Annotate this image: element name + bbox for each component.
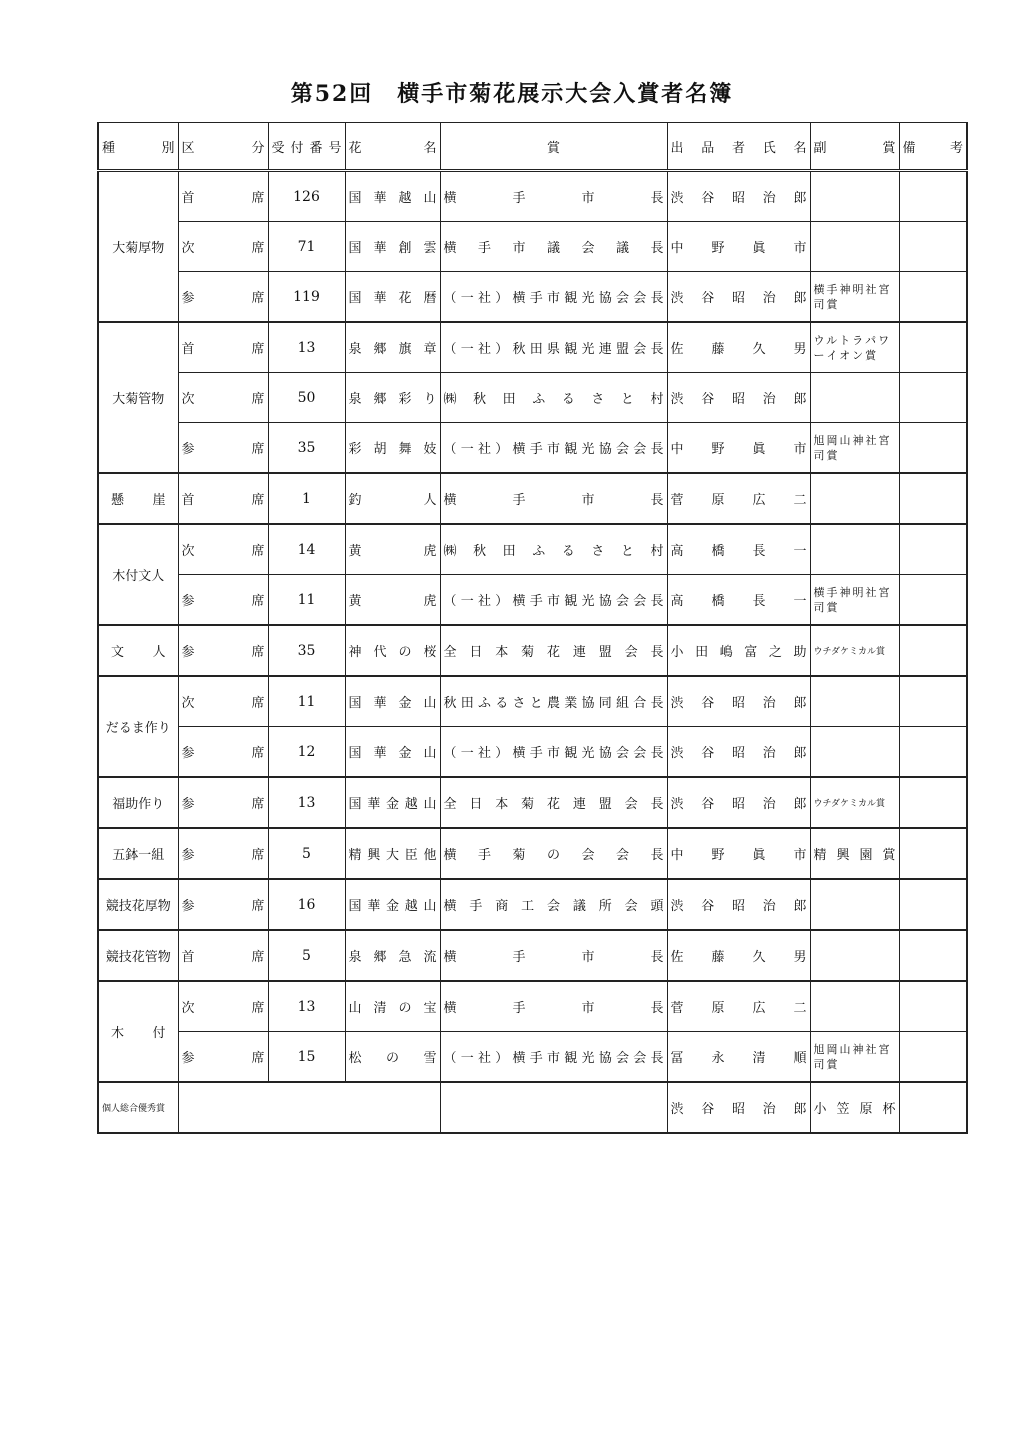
rank-cell: 首席 <box>178 930 268 981</box>
header-exhibitor: 出品者氏名 <box>667 123 810 171</box>
remarks-cell <box>899 828 967 879</box>
flower-name-cell: 彩胡舞妓 <box>345 423 440 474</box>
extra-prize-cell <box>810 473 899 524</box>
award-cell: 秋田ふるさと農業協同組合長 <box>440 676 667 727</box>
remarks-cell <box>899 322 967 373</box>
table-row <box>98 828 967 879</box>
exhibitor-cell: 中野眞市 <box>667 423 810 474</box>
flower-name-cell: 国華花暦 <box>345 272 440 323</box>
rank-cell: 参席 <box>178 1032 268 1083</box>
award-cell: 全日本菊花連盟会長 <box>440 625 667 676</box>
category-cell: 木付文人 <box>98 524 178 625</box>
entry-no-cell: 35 <box>268 423 345 474</box>
exhibitor-cell: 佐藤久男 <box>667 930 810 981</box>
award-cell: ㈱秋田ふるさと村 <box>440 373 667 423</box>
extra-prize-cell: 横手神明社宮司賞 <box>810 272 899 323</box>
entry-no-cell: 11 <box>268 575 345 626</box>
award-winners-table <box>97 122 968 1134</box>
special-award-row <box>98 1082 967 1133</box>
table-row <box>98 322 967 373</box>
award-cell: 横手市議会議長 <box>440 222 667 272</box>
table-row <box>98 222 967 272</box>
header-row <box>98 123 967 171</box>
remarks-cell <box>899 930 967 981</box>
table-row <box>98 727 967 778</box>
award-cell: 全日本菊花連盟会長 <box>440 777 667 828</box>
award-cell: （一社）横手市観光協会会長 <box>440 423 667 474</box>
remarks-cell <box>899 222 967 272</box>
table-row <box>98 171 967 222</box>
extra-prize-cell <box>810 171 899 222</box>
award-cell: （一社）横手市観光協会会長 <box>440 272 667 323</box>
extra-prize-cell <box>810 930 899 981</box>
flower-name-cell: 国華越山 <box>345 171 440 222</box>
entry-no-cell: 50 <box>268 373 345 423</box>
header-remarks: 備 考 <box>899 123 967 171</box>
exhibitor-cell: 菅原広二 <box>667 473 810 524</box>
extra-prize-cell <box>810 373 899 423</box>
flower-name-cell: 泉郷彩り <box>345 373 440 423</box>
rank-cell: 次席 <box>178 524 268 575</box>
category-cell: 懸崖 <box>98 473 178 524</box>
entry-no-cell: 35 <box>268 625 345 676</box>
category-cell: 五鉢一組 <box>98 828 178 879</box>
entry-no-cell: 119 <box>268 272 345 323</box>
rank-cell: 首席 <box>178 171 268 222</box>
award-cell: 横手菊の会会長 <box>440 828 667 879</box>
flower-name-cell: 泉郷急流 <box>345 930 440 981</box>
extra-prize-cell: ウチダケミカル賞 <box>810 777 899 828</box>
table-row <box>98 625 967 676</box>
category-cell: 木付 <box>98 981 178 1082</box>
award-cell: （一社）秋田県観光連盟会長 <box>440 322 667 373</box>
extra-prize-cell: 横手神明社宮司賞 <box>810 575 899 626</box>
entry-no-cell: 11 <box>268 676 345 727</box>
flower-name-cell: 精興大臣他 <box>345 828 440 879</box>
extra-prize-cell: 旭岡山神社宮司賞 <box>810 423 899 474</box>
special-award-prize: 小笠原杯 <box>810 1082 899 1133</box>
flower-name-cell: 国華金山 <box>345 727 440 778</box>
rank-cell: 参席 <box>178 272 268 323</box>
entry-no-cell: 16 <box>268 879 345 930</box>
remarks-cell <box>899 171 967 222</box>
special-award-exhibitor: 渋谷昭治郎 <box>667 1082 810 1133</box>
award-cell: （一社）横手市観光協会会長 <box>440 575 667 626</box>
header-flower: 花 名 <box>345 123 440 171</box>
remarks-cell <box>899 981 967 1032</box>
page-title: 第52回 横手市菊花展示大会入賞者名簿 <box>290 80 734 107</box>
entry-no-cell: 126 <box>268 171 345 222</box>
remarks-cell <box>899 473 967 524</box>
flower-name-cell: 泉郷旗章 <box>345 322 440 373</box>
category-cell: だるま作り <box>98 676 178 777</box>
table-row <box>98 981 967 1032</box>
table-row <box>98 930 967 981</box>
extra-prize-cell <box>810 981 899 1032</box>
extra-prize-cell <box>810 879 899 930</box>
remarks-cell <box>899 373 967 423</box>
rank-cell: 参席 <box>178 625 268 676</box>
table-row <box>98 272 967 323</box>
exhibitor-cell: 渋谷昭治郎 <box>667 272 810 323</box>
entry-no-cell: 5 <box>268 930 345 981</box>
category-cell: 競技花厚物 <box>98 879 178 930</box>
header-award: 賞 <box>440 123 667 171</box>
award-cell: （一社）横手市観光協会会長 <box>440 1032 667 1083</box>
exhibitor-cell: 渋谷昭治郎 <box>667 373 810 423</box>
table-row <box>98 1032 967 1083</box>
extra-prize-cell: ウルトラパワーイオン賞 <box>810 322 899 373</box>
table-row <box>98 777 967 828</box>
category-cell: 大菊管物 <box>98 322 178 473</box>
exhibitor-cell: 菅原広二 <box>667 981 810 1032</box>
flower-name-cell: 松の雪 <box>345 1032 440 1083</box>
exhibitor-cell: 渋谷昭治郎 <box>667 676 810 727</box>
rank-cell: 次席 <box>178 373 268 423</box>
extra-prize-cell <box>810 727 899 778</box>
extra-prize-cell: 精興園賞 <box>810 828 899 879</box>
header-rank: 区 分 <box>178 123 268 171</box>
flower-name-cell: 釣人 <box>345 473 440 524</box>
header-category: 種 別 <box>98 123 178 171</box>
remarks-cell <box>899 423 967 474</box>
award-cell: 横手市長 <box>440 981 667 1032</box>
flower-name-cell: 神代の桜 <box>345 625 440 676</box>
remarks-cell <box>899 272 967 323</box>
flower-name-cell: 国華金越山 <box>345 879 440 930</box>
table-row <box>98 524 967 575</box>
rank-cell: 参席 <box>178 879 268 930</box>
entry-no-cell: 71 <box>268 222 345 272</box>
remarks-cell <box>899 575 967 626</box>
category-cell: 福助作り <box>98 777 178 828</box>
extra-prize-cell: 旭岡山神社宮司賞 <box>810 1032 899 1083</box>
exhibitor-cell: 佐藤久男 <box>667 322 810 373</box>
rank-cell: 参席 <box>178 575 268 626</box>
remarks-cell <box>899 625 967 676</box>
entry-no-cell: 1 <box>268 473 345 524</box>
category-cell: 文人 <box>98 625 178 676</box>
exhibitor-cell: 高橋長一 <box>667 575 810 626</box>
exhibitor-cell: 中野眞市 <box>667 222 810 272</box>
award-cell: 横手商工会議所会頭 <box>440 879 667 930</box>
exhibitor-cell: 中野眞市 <box>667 828 810 879</box>
rank-cell: 参席 <box>178 828 268 879</box>
exhibitor-cell: 渋谷昭治郎 <box>667 727 810 778</box>
exhibitor-cell: 渋谷昭治郎 <box>667 879 810 930</box>
category-cell: 競技花管物 <box>98 930 178 981</box>
rank-cell: 参席 <box>178 727 268 778</box>
remarks-cell <box>899 727 967 778</box>
table-row <box>98 575 967 626</box>
entry-no-cell: 13 <box>268 777 345 828</box>
entry-no-cell: 13 <box>268 981 345 1032</box>
flower-name-cell: 黄虎 <box>345 524 440 575</box>
table-row <box>98 879 967 930</box>
award-cell: 横手市長 <box>440 473 667 524</box>
remarks-cell <box>899 524 967 575</box>
rank-cell: 参席 <box>178 423 268 474</box>
exhibitor-cell: 渋谷昭治郎 <box>667 777 810 828</box>
rank-cell: 首席 <box>178 322 268 373</box>
entry-no-cell: 5 <box>268 828 345 879</box>
exhibitor-cell: 渋谷昭治郎 <box>667 171 810 222</box>
exhibitor-cell: 高橋長一 <box>667 524 810 575</box>
award-cell: （一社）横手市観光協会会長 <box>440 727 667 778</box>
header-entry-no: 受付番号 <box>268 123 345 171</box>
special-award-category: 個人総合優秀賞 <box>98 1082 178 1133</box>
entry-no-cell: 15 <box>268 1032 345 1083</box>
entry-no-cell: 12 <box>268 727 345 778</box>
award-cell: 横手市長 <box>440 930 667 981</box>
table-row <box>98 473 967 524</box>
category-cell: 大菊厚物 <box>98 171 178 323</box>
entry-no-cell: 14 <box>268 524 345 575</box>
remarks-cell <box>899 777 967 828</box>
special-award-remarks <box>899 1082 967 1133</box>
rank-cell: 次席 <box>178 676 268 727</box>
flower-name-cell: 国華創雲 <box>345 222 440 272</box>
flower-name-cell: 国華金山 <box>345 676 440 727</box>
rank-cell: 次席 <box>178 222 268 272</box>
table-row <box>98 676 967 727</box>
exhibitor-cell: 冨永清順 <box>667 1032 810 1083</box>
flower-name-cell: 山清の宝 <box>345 981 440 1032</box>
extra-prize-cell <box>810 524 899 575</box>
extra-prize-cell <box>810 222 899 272</box>
remarks-cell <box>899 879 967 930</box>
entry-no-cell: 13 <box>268 322 345 373</box>
rank-cell: 首席 <box>178 473 268 524</box>
blank-cell <box>178 1082 440 1133</box>
table-row <box>98 373 967 423</box>
remarks-cell <box>899 676 967 727</box>
blank-cell <box>440 1082 667 1133</box>
flower-name-cell: 黄虎 <box>345 575 440 626</box>
rank-cell: 次席 <box>178 981 268 1032</box>
exhibitor-cell: 小田嶋富之助 <box>667 625 810 676</box>
table-row <box>98 423 967 474</box>
remarks-cell <box>899 1032 967 1083</box>
flower-name-cell: 国華金越山 <box>345 777 440 828</box>
header-extra-prize: 副 賞 <box>810 123 899 171</box>
extra-prize-cell: ウチダケミカル賞 <box>810 625 899 676</box>
rank-cell: 参席 <box>178 777 268 828</box>
extra-prize-cell <box>810 676 899 727</box>
award-cell: 横手市長 <box>440 171 667 222</box>
award-cell: ㈱秋田ふるさと村 <box>440 524 667 575</box>
